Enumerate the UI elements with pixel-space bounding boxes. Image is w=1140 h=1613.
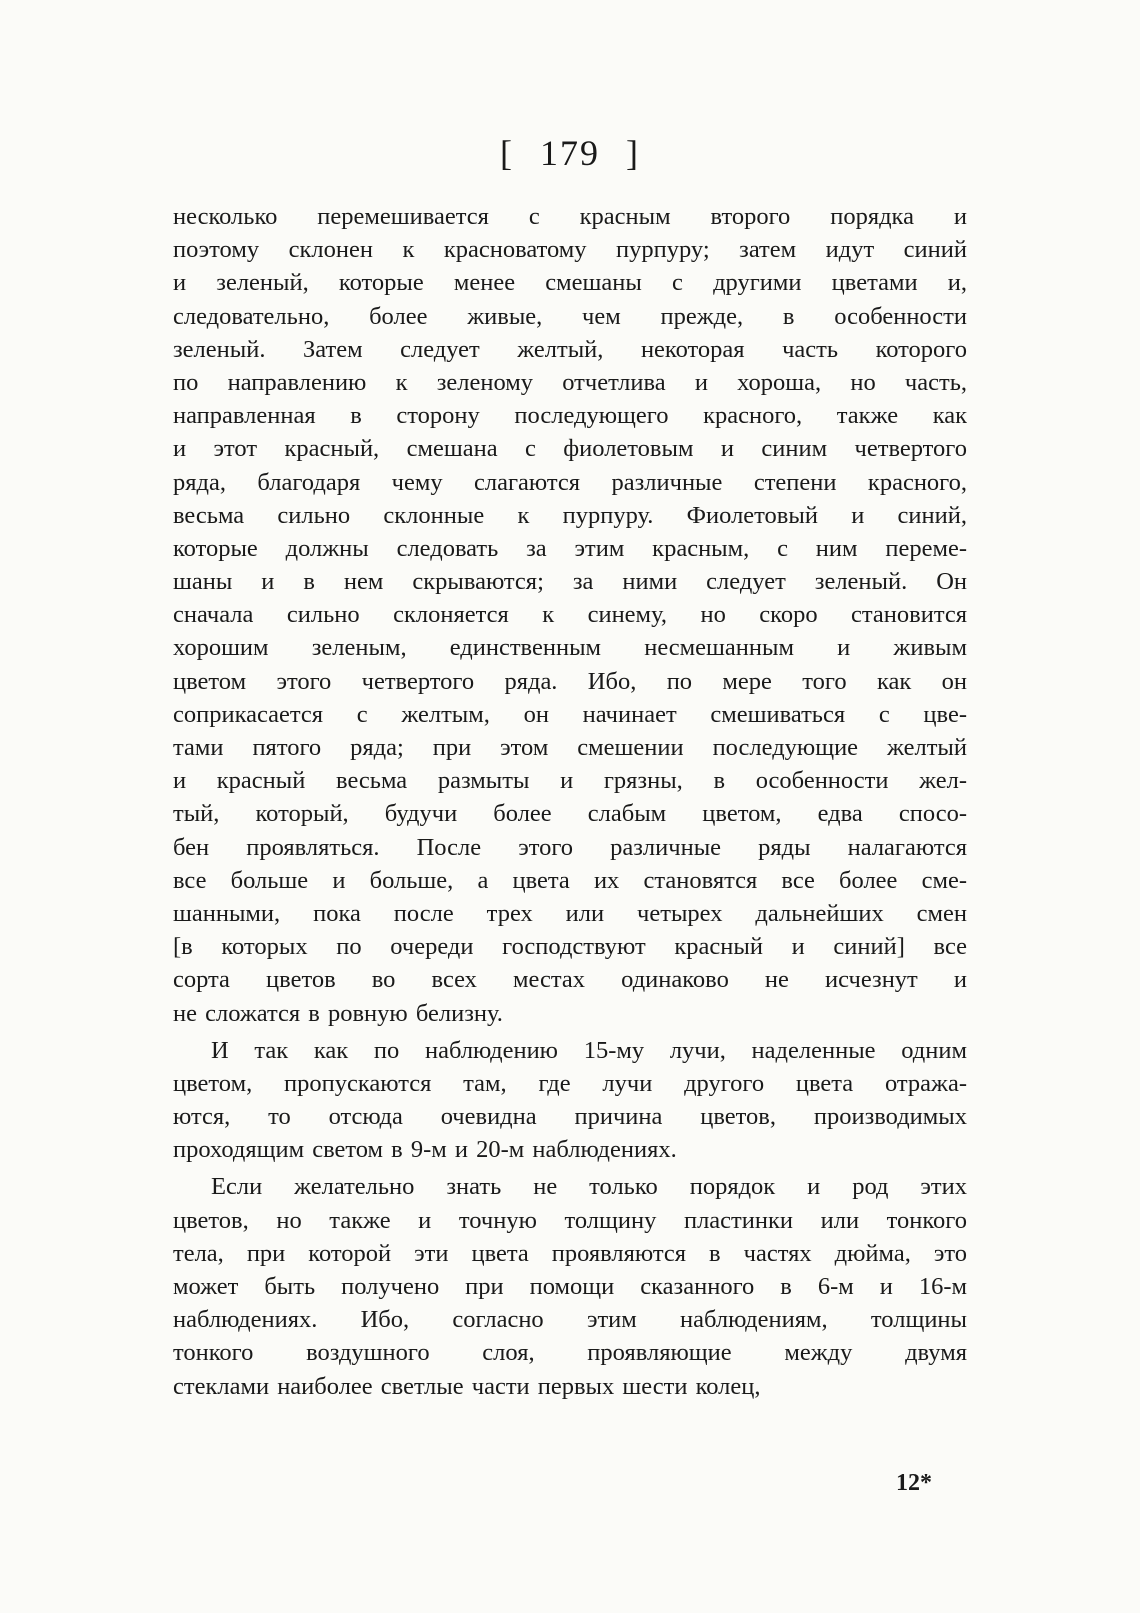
text-line: хорошим зеленым, единственным несмешанным и живым [173, 634, 967, 662]
text-line: стеклами наиболее светлые части первых шести колец, [173, 1372, 761, 1400]
text-line: шанными, пока после трех или четырех дальнейших смен [173, 899, 967, 927]
text-line: направленная в сторону последующего красного, также как [173, 402, 967, 430]
text-line: сорта цветов во всех местах одинаково не исчезнут и [173, 966, 967, 994]
text-line: и этот красный, смешана с фиолетовым и синим четвертого [173, 435, 967, 463]
body-text [173, 200, 967, 1403]
text-line: ряда, благодаря чему слагаются различные степени красного, [173, 468, 967, 496]
text-line: тами пятого ряда; при этом смешении последующие желтый [173, 734, 967, 761]
text-line: и красный весьма размыты и грязны, в особенности жел- [173, 767, 967, 795]
text-line: ются, то отсюда очевидна причина цветов, производимых [173, 1103, 967, 1131]
text-line: зеленый. Затем следует желтый, некоторая часть которого [173, 335, 967, 363]
page-number: 179 [540, 133, 600, 173]
text-line: соприкасается с желтым, он начинает смешиваться с цве- [173, 700, 967, 728]
text-line: не сложатся в ровную белизну. [173, 999, 503, 1027]
text-line: наблюдениях. Ибо, согласно этим наблюдениям, толщины [173, 1306, 967, 1334]
bracket-close: ] [626, 133, 640, 173]
text-line: цветом этого четвертого ряда. Ибо, по мере того как он [173, 667, 967, 695]
paragraph [173, 1034, 967, 1167]
text-line: цветов, но также и точную толщину пластинки или тонкого [173, 1206, 967, 1234]
page-number-header [0, 132, 1140, 174]
text-line: весьма сильно склонные к пурпуру. Фиолетовый и синий, [173, 501, 967, 529]
text-line: проходящим светом в 9-м и 20-м наблюдениях. [173, 1136, 677, 1164]
text-line: и зеленый, которые менее смешаны с другими цветами и, [173, 269, 967, 297]
text-line: может быть получено при помощи сказанного в 6-м и 16-м [173, 1273, 967, 1300]
text-line: все больше и больше, а цвета их становятся все более сме- [173, 866, 967, 894]
text-line: Если желательно знать не только порядок и род этих [211, 1173, 967, 1201]
text-line: тела, при которой эти цвета проявляются в частях дюйма, это [173, 1239, 967, 1267]
paragraph [173, 1170, 967, 1402]
text-line: которые должны следовать за этим красным, с ним переме- [173, 534, 967, 562]
bracket-open: [ [500, 133, 514, 173]
signature-mark: 12* [896, 1470, 932, 1496]
text-line: поэтому склонен к красноватому пурпуру; затем идут синий [173, 236, 967, 264]
text-line: следовательно, более живые, чем прежде, в особенности [173, 302, 967, 330]
paragraph [173, 200, 967, 1030]
text-line: шаны и в нем скрываются; за ними следует зеленый. Он [173, 568, 967, 596]
text-line: тонкого воздушного слоя, проявляющие между двумя [173, 1339, 967, 1367]
text-line: сначала сильно склоняется к синему, но скоро становится [173, 601, 967, 629]
text-line: тый, который, будучи более слабым цветом, едва спосо- [173, 800, 967, 828]
text-line: бен проявляться. После этого различные ряды налагаются [173, 833, 967, 861]
text-line: по направлению к зеленому отчетлива и хороша, но часть, [173, 368, 967, 396]
text-line: цветом, пропускаются там, где лучи другого цвета отража- [173, 1069, 967, 1097]
text-line: [в которых по очереди господствуют красный и синий] все [173, 933, 967, 961]
text-line: И так как по наблюдению 15-му лучи, наделенные одним [211, 1036, 967, 1064]
text-line: несколько перемешивается с красным второго порядка и [173, 203, 967, 230]
